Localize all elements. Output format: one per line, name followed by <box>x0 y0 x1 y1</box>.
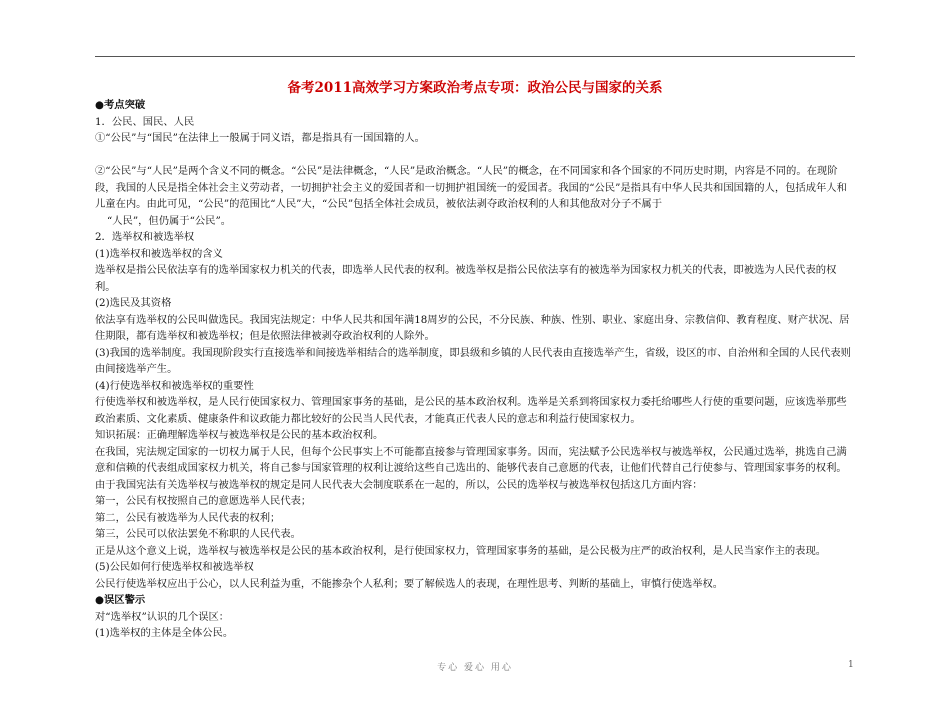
section-heading-breakthrough: ●考点突破 <box>95 99 146 111</box>
paragraph: 选举权是指公民依法享有的选举国家权力机关的代表，即选举人民代表的权利。被选举权是指公民依法享有的被选举为国家权力机关的代表，即被选为人民代表的权利。 <box>95 264 837 293</box>
paragraph: “人民”，但仍属于“公民”。 <box>107 214 232 227</box>
blank-line <box>95 147 856 164</box>
subsection-title: 1．公民、国民、人民 <box>95 115 195 128</box>
paragraph: ②“公民”与“人民”是两个含义不同的概念。“公民”是法律概念，“人民”是政治概念。“人民”的概念，在不同国家和各个国家的不同历史时期，内容是不同的。在现阶段，我国的人民是指全体社会主义劳动者，一切拥护社会主义的爱国者和一切拥护祖国统一的爱国者。我国的“公民”是指具有中华人民共和国国籍的人，包括成年人和儿童在内。由此可见，“公民”的范围比“人民”大，“公民”包括全体社会成员，被依法剥夺政治权利的人和其他敌对分子不属于 <box>95 165 847 210</box>
item-title: (2)选民及其资格 <box>95 297 172 309</box>
paragraph: 行使选举权和被选举权，是人民行使国家权力、管理国家事务的基础，是公民的基本政治权利。选举是关系到将国家权力委托给哪些人行使的重要问题，应该选举那些政治素质、文化素质、健康条件和议政能力都比较好的公民当人民代表，才能真正代表人民的意志和利益行使国家权力。 <box>95 396 847 425</box>
list-item: 第一，公民有权按照自己的意愿选举人民代表； <box>95 495 312 507</box>
paragraph: 对“选举权”认识的几个误区： <box>95 610 230 623</box>
paragraph: 正是从这个意义上说，选举权与被选举权是公民的基本政治权利，是行使国家权力，管理国家事务的基础，是公民极为庄严的政治权利，是人民当家作主的表现。 <box>95 544 827 557</box>
footer-motto: 专心 爱心 用心 <box>437 663 513 673</box>
paragraph: 公民行使选举权应出于公心，以人民利益为重，不能掺杂个人私利；要了解候选人的表现，在理性思考、判断的基础上，审慎行使选举权。 <box>95 577 724 590</box>
subsection-title: 2．选举权和被选举权 <box>95 231 195 243</box>
paragraph: 依法享有选举权的公民叫做选民。我国宪法规定：中华人民共和国年满18周岁的公民，不分民族、种族、性别、职业、家庭出身、宗教信仰、教育程度、财产状况、居住期限，都有选举权和被选举权；但是依照法律被剥夺政治权利的人除外。 <box>95 313 850 342</box>
item-title: (5)公民如何行使选举权和被选举权 <box>95 561 254 573</box>
header-rule <box>95 56 855 57</box>
list-item: (1)选举权的主体是全体公民。 <box>95 627 234 639</box>
item-title: (4)行使选举权和被选举权的重要性 <box>95 379 254 392</box>
paragraph: 在我国，宪法规定国家的一切权力属于人民，但每个公民事实上不可能都直接参与管理国家事务。因而，宪法赋予公民选举权与被选举权，公民通过选举，挑选自己满意和信赖的代表组成国家权力机关，将自己参与国家管理的权利让渡给这些自己选出的、能够代表自己意愿的代表，让他们代替自己行使参与、管理国家事务的权利。由于我国宪法有关选举权与被选举权的规定是同人民代表大会制度联系在一起的，所以，公民的选举权与被选举权包括这几方面内容： <box>95 445 847 491</box>
section-heading-misconceptions: ●误区警示 <box>95 594 146 606</box>
list-item: 第二，公民有被选举为人民代表的权利； <box>95 511 281 524</box>
document-body <box>95 97 856 642</box>
knowledge-extension: 知识拓展：正确理解选举权与被选举权是公民的基本政治权利。 <box>95 429 384 441</box>
item-title: (1)选举权和被选举权的含义 <box>95 247 223 260</box>
paragraph: (3)我国的选举制度。我国现阶段实行直接选举和间接选举相结合的选举制度，即县级和乡镇的人民代表由直接选举产生，省级，设区的市、自治州和全国的人民代表则由间接选举产生。 <box>95 346 851 375</box>
list-item: 第三，公民可以依法罢免不称职的人民代表。 <box>95 528 301 540</box>
paragraph: ①“公民”与“国民”在法律上一般属于同义语，都是指具有一国国籍的人。 <box>95 132 425 144</box>
page-number: 1 <box>848 660 854 670</box>
page-title: 备考2011高效学习方案政治考点专项：政治公民与国家的关系 <box>287 80 663 96</box>
